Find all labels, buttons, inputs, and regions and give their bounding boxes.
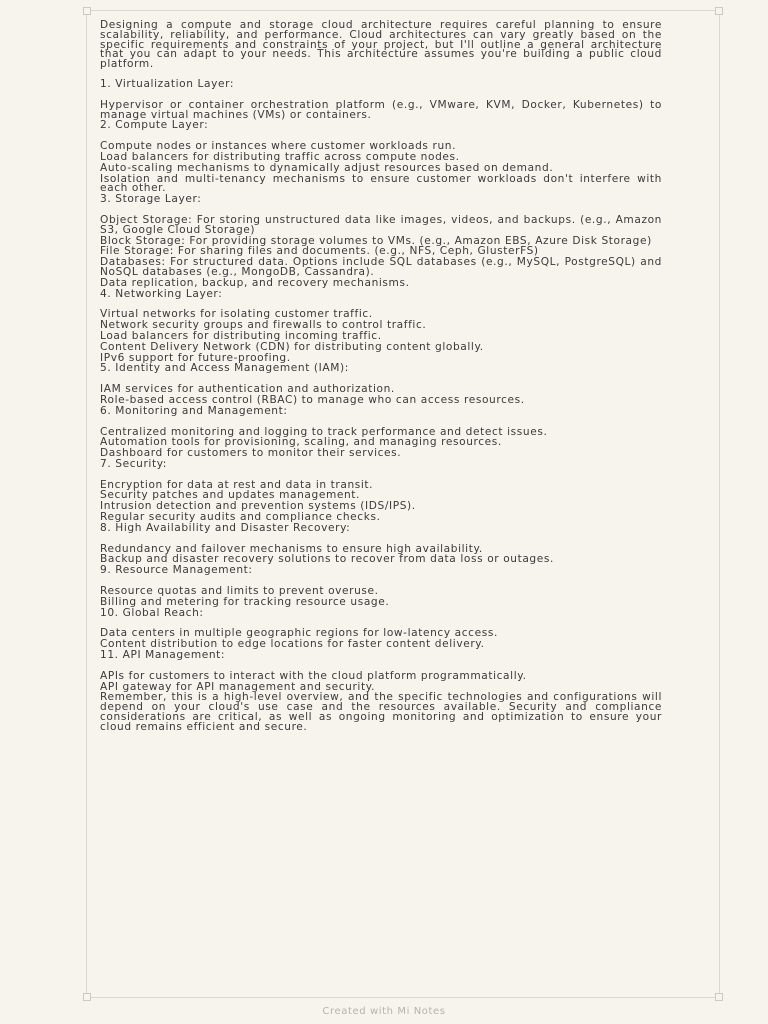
section-item: Encryption for data at rest and data in transit. (100, 478, 374, 491)
section-item: Hypervisor or container orchestration platform (e.g., VMware, KVM, Docker, Kubernetes) to manage virtual machines (VMs) or containers. (100, 98, 662, 121)
section-item: API gateway for API management and security. (100, 680, 376, 693)
section-title: 8. High Availability and Disaster Recovery: (100, 521, 351, 534)
section-item: Resource quotas and limits to prevent overuse. (100, 585, 379, 598)
frame-corner-top-left (83, 7, 91, 15)
section-title: 1. Virtualization Layer: (100, 77, 235, 90)
section-item: Billing and metering for tracking resource usage. (100, 595, 390, 608)
frame-corner-top-right (715, 7, 723, 15)
section-item: Databases: For structured data. Options include SQL databases (e.g., MySQL, PostgreSQL) and NoSQL databases (e.g., MongoDB, Cassandra). (100, 256, 662, 278)
section-title: 10. Global Reach: (100, 606, 204, 619)
section-item: Content distribution to edge locations for faster content delivery. (100, 638, 485, 651)
section-item: Regular security audits and compliance checks. (100, 511, 381, 524)
section-title: 9. Resource Management: (100, 564, 253, 577)
section-item: Redundancy and failover mechanisms to ensure high availability. (100, 542, 483, 555)
section-item: Object Storage: For storing unstructured data like images, videos, and backups. (e.g., Amazon S3, Google Cloud Storage) (100, 213, 662, 236)
section-item: File Storage: For sharing files and documents. (e.g., NFS, Ceph, GlusterFS) (100, 245, 539, 258)
section-title: 4. Networking Layer: (100, 287, 223, 300)
note-sections (100, 77, 662, 693)
section-item: Backup and disaster recovery solutions to recover from data loss or outages. (100, 553, 554, 566)
section-item: Load balancers for distributing incoming traffic. (100, 329, 382, 342)
section-item: Virtual networks for isolating customer traffic. (100, 308, 373, 321)
section-item: Centralized monitoring and logging to track performance and detect issues. (100, 425, 548, 438)
section-item: Isolation and multi-tenancy mechanisms to ensure customer workloads don't interfere with each other. (100, 172, 662, 195)
section-item: Intrusion detection and prevention systems (IDS/IPS). (100, 500, 416, 513)
section-title: 5. Identity and Access Management (IAM): (100, 362, 349, 375)
section-item: IPv6 support for future-proofing. (100, 351, 291, 364)
section-item: Compute nodes or instances where customer workloads run. (100, 140, 457, 153)
note-closing: Remember, this is a high-level overview, and the specific technologies and configurations will depend on your cloud's use case and the resources available. Security and compliance considerations are critical, as well as ongoing monitoring and optimization to ensure your cloud remains efficient and secure. (100, 691, 662, 733)
section-item: Block Storage: For providing storage volumes to VMs. (e.g., Amazon EBS, Azure Disk Storage) (100, 234, 652, 247)
section-item: Role-based access control (RBAC) to manage who can access resources. (100, 393, 525, 406)
section-title: 7. Security: (100, 457, 167, 470)
footer-created-with: Created with Mi Notes (322, 1006, 446, 1017)
frame-corner-bottom-left (83, 993, 91, 1001)
section-item: APIs for customers to interact with the cloud platform programmatically. (100, 669, 527, 682)
section-item: Content Delivery Network (CDN) for distributing content globally. (100, 340, 484, 353)
section-title: 11. API Management: (100, 649, 226, 662)
section-item: Data centers in multiple geographic regions for low-latency access. (100, 627, 498, 640)
section-item: Network security groups and firewalls to control traffic. (100, 319, 427, 332)
section-item: Dashboard for customers to monitor their services. (100, 447, 402, 460)
section-item: IAM services for authentication and authorization. (100, 383, 395, 396)
frame-corner-bottom-right (715, 993, 723, 1001)
section-item: Automation tools for provisioning, scaling, and managing resources. (100, 436, 502, 449)
section-item: Security patches and updates management. (100, 489, 361, 502)
note-intro: Designing a compute and storage cloud architecture requires careful planning to ensure scalability, reliability, and performance. Cloud architectures can vary greatly based on the specific requirements and constraints of your project, but I'll outline a general architecture that you can adapt to your needs. This architecture assumes you're building a public cloud platform. (100, 19, 662, 71)
section-title: 2. Compute Layer: (100, 119, 209, 132)
section-item: Data replication, backup, and recovery mechanisms. (100, 276, 410, 289)
section-title: 6. Monitoring and Management: (100, 404, 288, 417)
section-title: 3. Storage Layer: (100, 193, 202, 206)
section-item: Auto-scaling mechanisms to dynamically adjust resources based on demand. (100, 161, 554, 174)
note-body (100, 21, 662, 733)
section-item: Load balancers for distributing traffic across compute nodes. (100, 150, 460, 163)
